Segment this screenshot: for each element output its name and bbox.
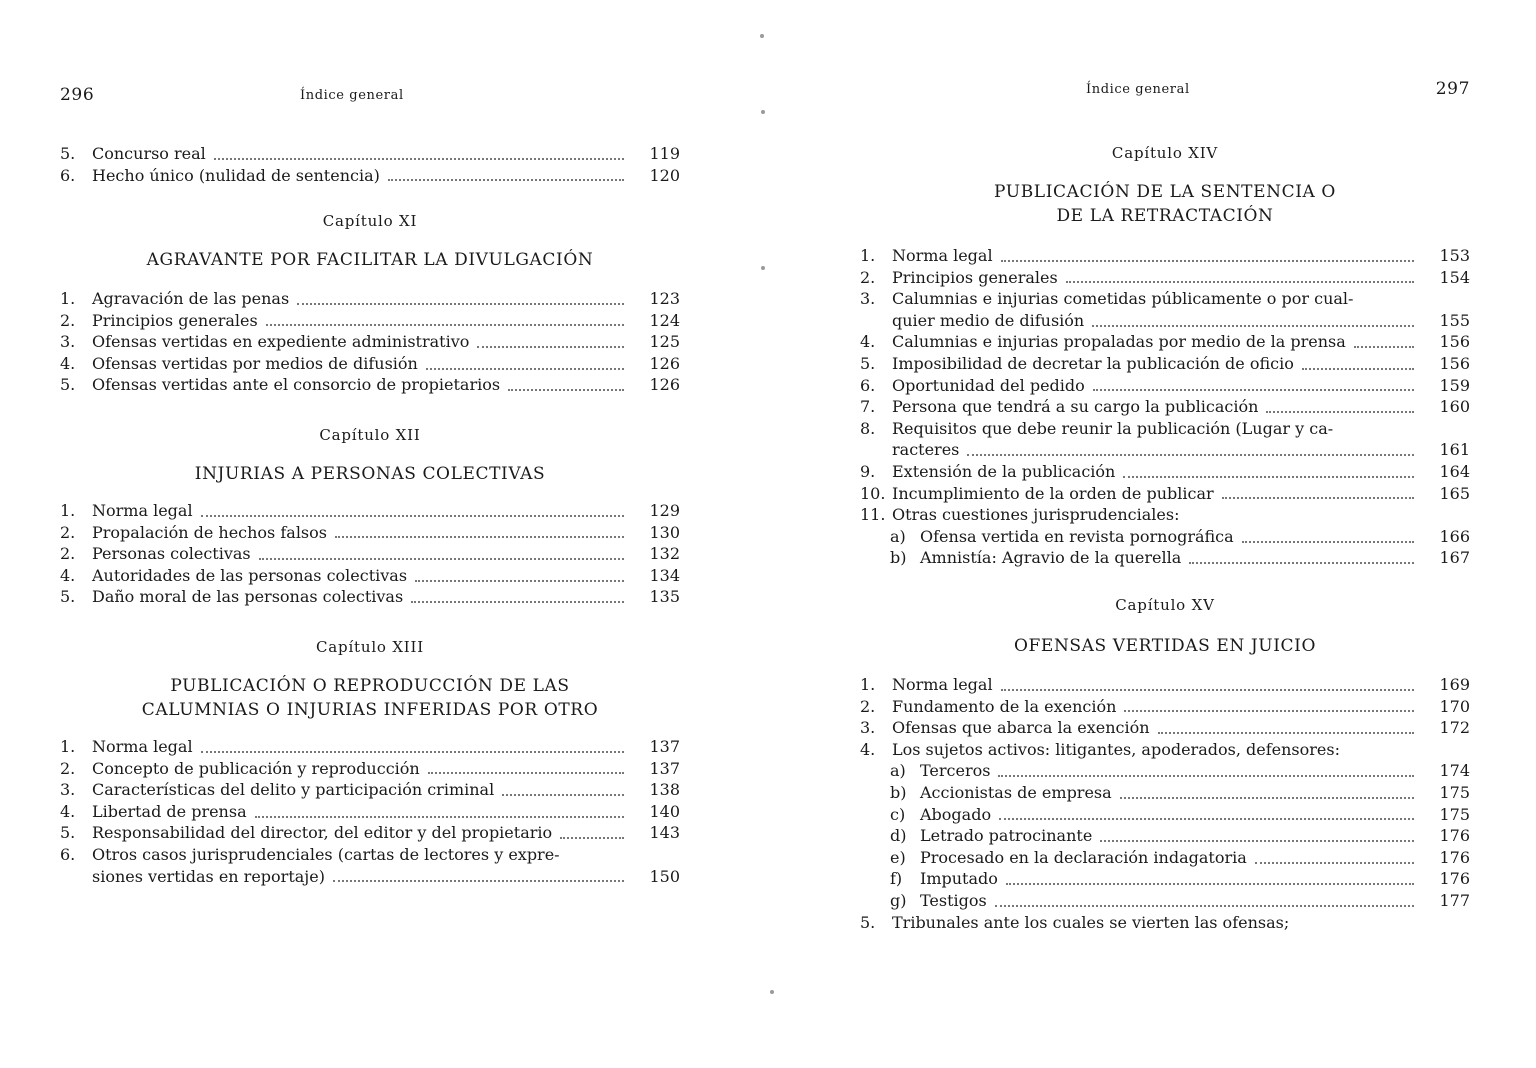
toc-entry-number: b): [890, 548, 907, 568]
toc-entry-number: 3.: [860, 289, 876, 309]
toc-entry: [860, 504, 1470, 526]
toc-entry-title: Letrado patrocinante: [920, 826, 1093, 846]
left-page-number: 296: [60, 85, 95, 105]
toc-entry-number: 4.: [60, 353, 76, 373]
toc-entry: [60, 310, 680, 332]
toc-entry: [860, 483, 1470, 505]
dot-leader: [1001, 689, 1414, 691]
toc-entry: [860, 674, 1470, 696]
toc-entry-title: Norma legal: [92, 737, 193, 756]
dot-leader: [1092, 325, 1414, 327]
toc-entry: [860, 825, 1470, 847]
dot-leader: [266, 324, 624, 326]
toc-entry-number: 7.: [860, 397, 876, 417]
toc-entry-number: 2.: [60, 758, 76, 778]
toc-entry-page: 126: [649, 353, 680, 373]
scan-speck: [761, 110, 765, 114]
toc-entry-number: 2.: [860, 267, 876, 287]
toc-entry: [860, 267, 1470, 289]
dot-leader: [508, 389, 624, 391]
chapter-title-line: PUBLICACIÓN DE LA SENTENCIA O: [994, 182, 1336, 202]
left-header-title: Índice general: [300, 88, 404, 103]
toc-entry-number: 4.: [860, 739, 876, 759]
toc-entry-number: 5.: [60, 823, 76, 843]
toc-entry-title: racteres: [892, 440, 960, 460]
toc-entry: [860, 890, 1470, 912]
toc-entry: [860, 331, 1470, 353]
toc-entry: [860, 245, 1470, 267]
chapter-title: [60, 248, 680, 272]
dot-leader: [1006, 883, 1414, 885]
toc-entry: [860, 353, 1470, 375]
toc-entry-title: Libertad de prensa: [92, 801, 247, 821]
toc-entry-title: Ofensas vertidas en expediente administrativo: [92, 332, 470, 352]
dot-leader: [1120, 797, 1414, 799]
toc-entry-number: 10.: [860, 483, 886, 503]
chapter-title-line: OFENSAS VERTIDAS EN JUICIO: [1014, 636, 1316, 656]
toc-entry: [60, 353, 680, 375]
toc-entry-page: 165: [1439, 483, 1470, 503]
toc-entry-page: 132: [649, 544, 680, 564]
scan-speck: [760, 34, 764, 38]
toc-entry: [860, 717, 1470, 739]
toc-entry-title: Incumplimiento de la orden de publicar: [892, 483, 1214, 503]
toc-entry-page: 119: [649, 144, 680, 163]
chapter-title: [60, 462, 680, 486]
toc-entry: [860, 847, 1470, 869]
toc-entry-number: c): [890, 804, 906, 824]
toc-entry-number: b): [890, 782, 907, 802]
toc-entry-title: Amnistía: Agravio de la querella: [920, 548, 1182, 568]
toc-entry-title: Procesado en la declaración indagatoria: [920, 847, 1247, 867]
scan-speck: [770, 990, 774, 994]
toc-entry-title: Ofensa vertida en revista pornográfica: [920, 526, 1234, 546]
toc-entry-number: 5.: [60, 144, 76, 163]
toc-entry-title: Oportunidad del pedido: [892, 375, 1085, 395]
toc-entry-page: 135: [649, 587, 680, 607]
toc-entry-number: 6.: [60, 844, 76, 864]
toc-entry-page: 172: [1439, 718, 1470, 738]
toc-entry-number: 8.: [860, 418, 876, 438]
toc-entry-title: Concepto de publicación y reproducción: [92, 758, 420, 778]
toc-entry-title: Responsabilidad del director, del editor y del propietario: [92, 823, 553, 843]
toc-entry-number: e): [890, 847, 906, 867]
toc-entry-number: 11.: [860, 505, 886, 525]
chapter-label: Capítulo XV: [1115, 596, 1215, 614]
toc-entry-number: 1.: [860, 246, 876, 265]
toc-entry-title: Propalación de hechos falsos: [92, 522, 327, 542]
toc-entry: [60, 374, 680, 396]
chapter-title: [60, 674, 680, 722]
toc-entry-number: f): [890, 869, 903, 889]
dot-leader: [1242, 541, 1414, 543]
toc-entry-page: 130: [649, 522, 680, 542]
toc-entry-title: Persona que tendrá a su cargo la publicación: [892, 397, 1259, 417]
left-top-list: [60, 143, 680, 186]
toc-entry: [860, 288, 1470, 310]
toc-entry-title: Hecho único (nulidad de sentencia): [92, 165, 380, 185]
toc-entry-page: 164: [1439, 461, 1470, 481]
dot-leader: [1266, 411, 1414, 413]
toc-entry-title: Calumnias e injurias propaladas por medio de la prensa: [892, 332, 1346, 352]
toc-entry-title: Abogado: [920, 804, 992, 824]
toc-entry-page: 120: [649, 165, 680, 185]
toc-entry: [60, 522, 680, 544]
toc-entry-title: Agravación de las penas: [92, 289, 290, 308]
toc-entry-title: Los sujetos activos: litigantes, apoderados, defensores:: [892, 739, 1340, 759]
toc-entry: [60, 331, 680, 353]
toc-entry: [60, 866, 680, 888]
toc-entry-page: 154: [1439, 267, 1470, 287]
toc-entry-number: 4.: [60, 565, 76, 585]
toc-entry-number: 1.: [60, 737, 76, 756]
toc-entry: [860, 760, 1470, 782]
chapter-items: [60, 288, 680, 396]
toc-entry-page: 159: [1439, 375, 1470, 395]
chapter-title-line: DE LA RETRACTACIÓN: [1056, 206, 1274, 226]
dot-leader: [428, 772, 624, 774]
toc-entry: [860, 418, 1470, 440]
dot-leader: [388, 179, 624, 181]
toc-entry: [60, 165, 680, 187]
toc-entry-page: 167: [1439, 548, 1470, 568]
toc-entry: [860, 439, 1470, 461]
toc-entry-number: 3.: [60, 332, 76, 352]
toc-entry-title: Tribunales ante los cuales se vierten las ofensas;: [892, 912, 1290, 932]
toc-entry-title: Norma legal: [92, 501, 193, 520]
toc-entry-page: 175: [1439, 804, 1470, 824]
toc-entry-number: a): [890, 761, 906, 781]
toc-entry-page: 134: [649, 565, 680, 585]
chapter-title: [860, 634, 1470, 658]
toc-entry-page: 174: [1439, 761, 1470, 781]
toc-entry-page: 156: [1439, 332, 1470, 352]
chapter-items: [860, 245, 1470, 569]
toc-entry-page: 155: [1439, 310, 1470, 330]
toc-entry-title: Terceros: [920, 761, 991, 781]
toc-entry-page: 124: [649, 310, 680, 330]
toc-entry-page: 143: [649, 823, 680, 843]
toc-entry-title: Norma legal: [892, 246, 993, 265]
toc-entry-page: 176: [1439, 847, 1470, 867]
toc-entry-page: 176: [1439, 869, 1470, 889]
toc-entry-title: Ofensas vertidas por medios de difusión: [92, 353, 418, 373]
toc-entry-number: a): [890, 526, 906, 546]
dot-leader: [998, 775, 1414, 777]
dot-leader: [1354, 346, 1414, 348]
toc-entry: [60, 822, 680, 844]
toc-entry-title: Imputado: [920, 869, 998, 889]
dot-leader: [1066, 281, 1414, 283]
toc-entry-number: 5.: [60, 587, 76, 607]
toc-entry: [60, 779, 680, 801]
toc-entry: [60, 844, 680, 866]
dot-leader: [1123, 476, 1414, 478]
dot-leader: [995, 905, 1414, 907]
toc-entry-page: 126: [649, 375, 680, 395]
right-header-title: Índice general: [1086, 82, 1190, 97]
toc-entry-title: quier medio de difusión: [892, 310, 1085, 330]
toc-entry-title: Características del delito y participación criminal: [92, 780, 495, 800]
dot-leader: [259, 558, 624, 560]
toc-entry-title: Principios generales: [92, 310, 258, 330]
toc-entry: [860, 739, 1470, 761]
toc-entry-number: 1.: [60, 501, 76, 520]
toc-entry-page: 129: [649, 501, 680, 520]
dot-leader: [1001, 260, 1414, 262]
toc-entry-number: 3.: [860, 718, 876, 738]
toc-entry-page: 153: [1439, 246, 1470, 265]
chapter-items: [60, 500, 680, 608]
chapter-title-line: INJURIAS A PERSONAS COLECTIVAS: [194, 464, 546, 484]
toc-entry-number: 6.: [860, 375, 876, 395]
toc-entry: [860, 696, 1470, 718]
toc-entry-page: 140: [649, 801, 680, 821]
toc-entry-page: 175: [1439, 782, 1470, 802]
toc-entry: [60, 288, 680, 310]
chapter-items: [60, 736, 680, 887]
toc-entry: [860, 396, 1470, 418]
toc-entry: [860, 461, 1470, 483]
toc-entry-page: 161: [1439, 440, 1470, 460]
toc-entry: [60, 565, 680, 587]
toc-entry-title: Testigos: [920, 890, 987, 910]
dot-leader: [1100, 840, 1414, 842]
dot-leader: [415, 580, 624, 582]
toc-entry-page: 125: [649, 332, 680, 352]
toc-entry: [60, 500, 680, 522]
dot-leader: [1124, 710, 1414, 712]
toc-entry-title: Ofensas vertidas ante el consorcio de propietarios: [92, 375, 501, 395]
toc-entry-title: Daño moral de las personas colectivas: [92, 587, 404, 607]
toc-entry-title: Accionistas de empresa: [920, 782, 1112, 802]
toc-entry-number: 1.: [860, 675, 876, 694]
toc-entry: [60, 758, 680, 780]
toc-entry-title: Norma legal: [892, 675, 993, 694]
toc-entry-page: 123: [649, 289, 680, 308]
dot-leader: [201, 751, 624, 753]
toc-entry-title: Calumnias e injurias cometidas públicamente o por cual-: [892, 289, 1354, 309]
toc-entry-number: 9.: [860, 461, 876, 481]
toc-entry-title: Autoridades de las personas colectivas: [92, 565, 408, 585]
toc-entry: [860, 310, 1470, 332]
toc-entry: [860, 526, 1470, 548]
toc-entry-page: 160: [1439, 397, 1470, 417]
toc-entry-page: 177: [1439, 890, 1470, 910]
chapter-label: Capítulo XIV: [1111, 144, 1219, 162]
chapter-title-line: PUBLICACIÓN O REPRODUCCIÓN DE LAS: [170, 676, 570, 696]
chapter-title-line: AGRAVANTE POR FACILITAR LA DIVULGACIÓN: [146, 250, 594, 270]
toc-entry-title: Requisitos que debe reunir la publicación (Lugar y ca-: [892, 418, 1334, 438]
chapter-label: Capítulo XIII: [316, 638, 424, 656]
toc-entry: [860, 547, 1470, 569]
toc-entry: [60, 801, 680, 823]
toc-entry-page: 137: [649, 737, 680, 756]
chapter-title: [860, 180, 1470, 228]
dot-leader: [214, 158, 624, 160]
toc-entry: [60, 736, 680, 758]
toc-entry-page: 138: [649, 780, 680, 800]
toc-entry: [60, 143, 680, 165]
toc-entry-number: 2.: [60, 544, 76, 564]
toc-entry-number: 6.: [60, 165, 76, 185]
dot-leader: [335, 536, 624, 538]
dot-leader: [967, 454, 1414, 456]
toc-entry-number: 2.: [860, 696, 876, 716]
toc-entry-title: Imposibilidad de decretar la publicación de oficio: [892, 353, 1294, 373]
toc-entry: [860, 868, 1470, 890]
toc-entry-number: 4.: [860, 332, 876, 352]
chapter-title-line: CALUMNIAS O INJURIAS INFERIDAS POR OTRO: [141, 700, 599, 720]
scan-speck: [761, 266, 765, 270]
toc-entry-number: 2.: [60, 310, 76, 330]
toc-entry-title: Concurso real: [92, 144, 206, 163]
toc-entry-page: 156: [1439, 353, 1470, 373]
chapter-label: Capítulo XII: [319, 426, 421, 444]
toc-entry-number: 4.: [60, 801, 76, 821]
toc-entry-page: 166: [1439, 526, 1470, 546]
toc-entry: [860, 912, 1470, 934]
dot-leader: [297, 303, 624, 305]
toc-entry-title: Ofensas que abarca la exención: [892, 718, 1150, 738]
toc-entry: [860, 375, 1470, 397]
dot-leader: [477, 346, 624, 348]
toc-entry-number: 3.: [60, 780, 76, 800]
toc-entry-number: 5.: [60, 375, 76, 395]
dot-leader: [1302, 368, 1414, 370]
toc-entry-title: Personas colectivas: [92, 544, 251, 564]
dot-leader: [426, 368, 624, 370]
toc-entry-page: 150: [649, 866, 680, 886]
dot-leader: [502, 794, 624, 796]
toc-entry-page: 137: [649, 758, 680, 778]
dot-leader: [333, 880, 624, 882]
toc-entry: [860, 804, 1470, 826]
toc-entry-title: Otras cuestiones jurisprudenciales:: [892, 505, 1180, 525]
toc-entry-title: siones vertidas en reportaje): [92, 866, 325, 886]
toc-entry-title: Fundamento de la exención: [892, 696, 1117, 716]
dot-leader: [1093, 389, 1414, 391]
chapter-label: Capítulo XI: [322, 212, 418, 230]
toc-entry-title: Extensión de la publicación: [892, 461, 1116, 481]
toc-entry: [860, 782, 1470, 804]
dot-leader: [1222, 497, 1414, 499]
toc-entry-number: g): [890, 890, 907, 910]
toc-entry-page: 176: [1439, 826, 1470, 846]
right-page-number: 297: [1435, 79, 1470, 99]
chapter-items: [860, 674, 1470, 933]
dot-leader: [560, 837, 624, 839]
toc-entry-number: 1.: [60, 289, 76, 308]
dot-leader: [1158, 732, 1414, 734]
dot-leader: [255, 816, 624, 818]
dot-leader: [999, 818, 1414, 820]
dot-leader: [1255, 862, 1414, 864]
dot-leader: [1189, 562, 1414, 564]
toc-entry-page: 170: [1439, 696, 1470, 716]
toc-entry-number: 5.: [860, 353, 876, 373]
toc-entry-number: 2.: [60, 522, 76, 542]
dot-leader: [411, 601, 624, 603]
toc-entry-number: d): [890, 826, 907, 846]
toc-entry-title: Otros casos jurisprudenciales (cartas de lectores y expre-: [92, 844, 560, 864]
dot-leader: [201, 515, 624, 517]
toc-entry: [60, 543, 680, 565]
toc-entry: [60, 586, 680, 608]
toc-entry-title: Principios generales: [892, 267, 1058, 287]
toc-entry-page: 169: [1439, 675, 1470, 694]
toc-entry-number: 5.: [860, 912, 876, 932]
